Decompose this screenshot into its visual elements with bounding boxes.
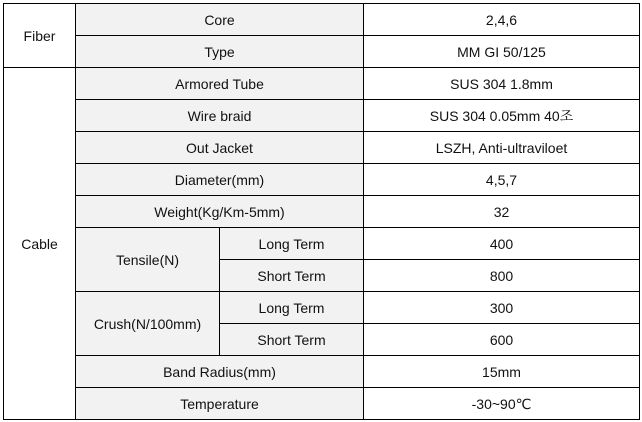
sub-param-label: Short Term: [220, 324, 364, 356]
param-label: Core: [76, 4, 364, 36]
crush-label: Crush(N/100mm): [76, 292, 220, 356]
param-value: 32: [364, 196, 640, 228]
param-label: Wire braid: [76, 100, 364, 132]
table-row: [4, 68, 640, 100]
param-value: 400: [364, 228, 640, 260]
param-label: Temperature: [76, 388, 364, 420]
table-row: [4, 100, 640, 132]
table-row: [4, 132, 640, 164]
table-row: [4, 356, 640, 388]
param-value: 600: [364, 324, 640, 356]
param-value: LSZH, Anti-ultraviloet: [364, 132, 640, 164]
sub-param-label: Long Term: [220, 228, 364, 260]
tensile-label: Tensile(N): [76, 228, 220, 292]
sub-param-label: Long Term: [220, 292, 364, 324]
sub-param-label: Short Term: [220, 260, 364, 292]
param-value: 4,5,7: [364, 164, 640, 196]
table-row: [4, 228, 640, 260]
fiber-group-label: Fiber: [4, 4, 76, 68]
param-value: MM GI 50/125: [364, 36, 640, 68]
param-label: Armored Tube: [76, 68, 364, 100]
param-label: Band Radius(mm): [76, 356, 364, 388]
param-value: -30~90℃: [364, 388, 640, 420]
param-label: Diameter(mm): [76, 164, 364, 196]
table-row: [4, 292, 640, 324]
param-value: 800: [364, 260, 640, 292]
param-value: 300: [364, 292, 640, 324]
cable-group-label: Cable: [4, 68, 76, 420]
table-row: [4, 4, 640, 36]
param-label: Type: [76, 36, 364, 68]
table-row: [4, 36, 640, 68]
table-row: [4, 164, 640, 196]
param-label: Out Jacket: [76, 132, 364, 164]
table-row: [4, 388, 640, 420]
param-value: SUS 304 0.05mm 40조: [364, 100, 640, 132]
param-value: 2,4,6: [364, 4, 640, 36]
param-value: 15mm: [364, 356, 640, 388]
param-label: Weight(Kg/Km-5mm): [76, 196, 364, 228]
table-row: [4, 196, 640, 228]
param-value: SUS 304 1.8mm: [364, 68, 640, 100]
spec-table: [3, 3, 640, 420]
